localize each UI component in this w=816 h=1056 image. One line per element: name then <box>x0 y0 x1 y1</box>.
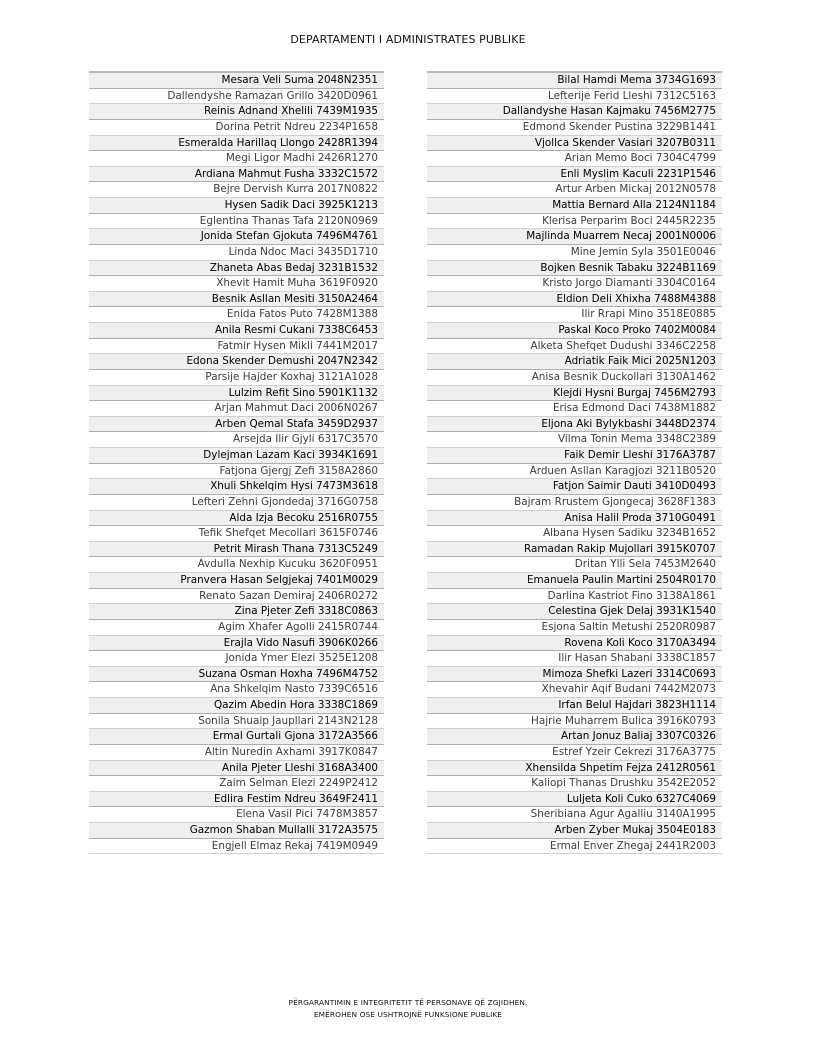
list-item: Majlinda Muarrem Necaj 2001N0006 <box>427 229 722 245</box>
list-item: Zhaneta Abas Bedaj 3231B1532 <box>89 261 384 277</box>
list-item: Bajram Rrustem Gjongecaj 3628F1383 <box>427 495 722 511</box>
list-item: Anisa Halil Proda 3710G0491 <box>427 511 722 527</box>
list-item: Sonila Shuaip Jaupllari 2143N2128 <box>89 714 384 730</box>
list-item: Artur Arben Mickaj 2012N0578 <box>427 182 722 198</box>
right-name-list <box>427 71 722 854</box>
list-item: Dallandyshe Hasan Kajmaku 7456M2775 <box>427 104 722 120</box>
list-item: Erajla Vido Nasufi 3906K0266 <box>89 636 384 652</box>
list-item: Edmond Skender Pustina 3229B1441 <box>427 120 722 136</box>
list-item: Xhevahir Aqif Budani 7442M2073 <box>427 682 722 698</box>
list-item: Agim Xhafer Agolli 2415R0744 <box>89 620 384 636</box>
list-item: Ilir Rrapi Mino 3518E0885 <box>427 307 722 323</box>
list-item: Ilir Hasan Shabani 3338C1857 <box>427 651 722 667</box>
list-item: Sheribiana Agur Agalliu 3140A1995 <box>427 807 722 823</box>
left-name-list <box>89 71 384 854</box>
list-item: Vilma Tonin Mema 3348C2389 <box>427 432 722 448</box>
list-item: Klejdi Hysni Burgaj 7456M2793 <box>427 386 722 402</box>
list-item: Kaliopi Thanas Drushku 3542E2052 <box>427 776 722 792</box>
list-item: Zina Pjeter Zefi 3318C0863 <box>89 604 384 620</box>
list-item: Esjona Saltin Metushi 2520R0987 <box>427 620 722 636</box>
list-item: Dylejman Lazam Kaci 3934K1691 <box>89 448 384 464</box>
list-item: Anisa Besnik Duckollari 3130A1462 <box>427 370 722 386</box>
list-item: Elena Vasil Pici 7478M3857 <box>89 807 384 823</box>
list-item: Petrit Mirash Thana 7313C5249 <box>89 542 384 558</box>
list-item: Arsejda Ilir Gjyli 6317C3570 <box>89 432 384 448</box>
list-item: Edlira Festim Ndreu 3649F2411 <box>89 792 384 808</box>
list-item: Arian Memo Boci 7304C4799 <box>427 151 722 167</box>
list-item: Eglentina Thanas Tafa 2120N0969 <box>89 214 384 230</box>
list-item: Jonida Stefan Gjokuta 7496M4761 <box>89 229 384 245</box>
list-item: Emanuela Paulin Martini 2504R0170 <box>427 573 722 589</box>
list-item: Adriatik Faik Mici 2025N1203 <box>427 354 722 370</box>
list-item: Lefterije Ferid Lleshi 7312C5163 <box>427 89 722 105</box>
list-item: Jonida Ymer Elezi 3525E1208 <box>89 651 384 667</box>
list-item: Besnik Asllan Mesiti 3150A2464 <box>89 292 384 308</box>
list-item: Erisa Edmond Daci 7438M1882 <box>427 401 722 417</box>
list-item: Zaim Selman Elezi 2249P2412 <box>89 776 384 792</box>
list-item: Bojken Besnik Tabaku 3224B1169 <box>427 261 722 277</box>
list-item: Xhevit Hamit Muha 3619F0920 <box>89 276 384 292</box>
list-item: Arben Qemal Stafa 3459D2937 <box>89 417 384 433</box>
list-item: Dallendyshe Ramazan Grillo 3420D0961 <box>89 89 384 105</box>
list-item: Linda Ndoc Maci 3435D1710 <box>89 245 384 261</box>
list-item: Lefteri Zehni Gjondedaj 3716G0758 <box>89 495 384 511</box>
list-item: Estref Yzeir Cekrezi 3176A3775 <box>427 745 722 761</box>
list-item: Tefik Shefqet Mecollari 3615F0746 <box>89 526 384 542</box>
list-item: Bejre Dervish Kurra 2017N0822 <box>89 182 384 198</box>
list-item: Albana Hysen Sadiku 3234B1652 <box>427 526 722 542</box>
list-item: Irfan Belul Hajdari 3823H1114 <box>427 698 722 714</box>
list-item: Ramadan Rakip Mujollari 3915K0707 <box>427 542 722 558</box>
list-item: Enli Myslim Kaculi 2231P1546 <box>427 167 722 183</box>
list-item: Vjollca Skender Vasiari 3207B0311 <box>427 136 722 152</box>
list-item: Qazim Abedin Hora 3338C1869 <box>89 698 384 714</box>
list-item: Kristo Jorgo Diamanti 3304C0164 <box>427 276 722 292</box>
list-item: Fatjon Saimir Dauti 3410D0493 <box>427 479 722 495</box>
list-item: Parsije Hajder Koxhaj 3121A1028 <box>89 370 384 386</box>
list-item: Klerisa Perparim Boci 2445R2235 <box>427 214 722 230</box>
list-item: Ermal Enver Zhegaj 2441R2003 <box>427 839 722 855</box>
list-item: Renato Sazan Demiraj 2406R0272 <box>89 589 384 605</box>
list-item: Mine Jemin Syla 3501E0046 <box>427 245 722 261</box>
list-item: Dritan Ylli Sela 7453M2640 <box>427 557 722 573</box>
list-item: Hysen Sadik Daci 3925K1213 <box>89 198 384 214</box>
list-item: Faik Demir Lleshi 3176A3787 <box>427 448 722 464</box>
document-title: DEPARTAMENTI I ADMINISTRATES PUBLIKE <box>290 33 526 46</box>
list-item: Fatjona Gjergj Zefi 3158A2860 <box>89 464 384 480</box>
list-item: Megi Ligor Madhi 2426R1270 <box>89 151 384 167</box>
list-item: Hajrie Muharrem Bulica 3916K0793 <box>427 714 722 730</box>
list-item: Altin Nuredin Axhami 3917K0847 <box>89 745 384 761</box>
list-item: Gazmon Shaban Mullalli 3172A3575 <box>89 823 384 839</box>
list-item: Ardiana Mahmut Fusha 3332C1572 <box>89 167 384 183</box>
list-item: Xhensilda Shpetim Fejza 2412R0561 <box>427 761 722 777</box>
list-item: Rovena Koli Koco 3170A3494 <box>427 636 722 652</box>
footer-line-1: PËRGARANTIMIN E INTEGRITETIT TË PERSONAVE QË ZGJIDHEN, <box>288 998 528 1007</box>
list-item: Dorina Petrit Ndreu 2234P1658 <box>89 120 384 136</box>
list-item: Mesara Veli Suma 2048N2351 <box>89 73 384 89</box>
list-item: Celestina Gjek Delaj 3931K1540 <box>427 604 722 620</box>
list-item: Anila Resmi Cukani 7338C6453 <box>89 323 384 339</box>
list-item: Arben Zyber Mukaj 3504E0183 <box>427 823 722 839</box>
document-footer <box>0 997 816 1021</box>
list-item: Ana Shkelqim Nasto 7339C6516 <box>89 682 384 698</box>
list-item: Darlina Kastriot Fino 3138A1861 <box>427 589 722 605</box>
list-item: Mattia Bernard Alla 2124N1184 <box>427 198 722 214</box>
list-item: Arduen Asllan Karagjozi 3211B0520 <box>427 464 722 480</box>
list-item: Alketa Shefqet Dudushi 3346C2258 <box>427 339 722 355</box>
list-item: Eljona Aki Bylykbashi 3448D2374 <box>427 417 722 433</box>
list-item: Anila Pjeter Lleshi 3168A3400 <box>89 761 384 777</box>
list-item: Paskal Koco Proko 7402M0084 <box>427 323 722 339</box>
list-item: Avdulla Nexhip Kucuku 3620F0951 <box>89 557 384 573</box>
footer-line-2: EMËROHEN OSE USHTROJNË FUNKSIONE PUBLIKE <box>313 1010 503 1019</box>
list-item: Fatmir Hysen Mikli 7441M2017 <box>89 339 384 355</box>
list-item: Luljeta Koli Cuko 6327C4069 <box>427 792 722 808</box>
list-item: Enida Fatos Puto 7428M1388 <box>89 307 384 323</box>
list-item: Bilal Hamdi Mema 3734G1693 <box>427 73 722 89</box>
list-item: Pranvera Hasan Selgjekaj 7401M0029 <box>89 573 384 589</box>
list-item: Edona Skender Demushi 2047N2342 <box>89 354 384 370</box>
list-item: Reinis Adnand Xhelili 7439M1935 <box>89 104 384 120</box>
list-item: Lulzim Refit Sino 5901K1132 <box>89 386 384 402</box>
list-item: Engjell Elmaz Rekaj 7419M0949 <box>89 839 384 855</box>
list-item: Alda Izja Becoku 2516R0755 <box>89 511 384 527</box>
list-item: Eldion Deli Xhixha 7488M4388 <box>427 292 722 308</box>
list-item: Artan Jonuz Baliaj 3307C0326 <box>427 729 722 745</box>
list-item: Suzana Osman Hoxha 7496M4752 <box>89 667 384 683</box>
list-item: Xhuli Shkelqim Hysi 7473M3618 <box>89 479 384 495</box>
list-item: Arjan Mahmut Daci 2006N0267 <box>89 401 384 417</box>
list-item: Mimoza Shefki Lazeri 3314C0693 <box>427 667 722 683</box>
list-item: Ermal Gurtali Gjona 3172A3566 <box>89 729 384 745</box>
list-item: Esmeralda Harillaq Llongo 2428R1394 <box>89 136 384 152</box>
